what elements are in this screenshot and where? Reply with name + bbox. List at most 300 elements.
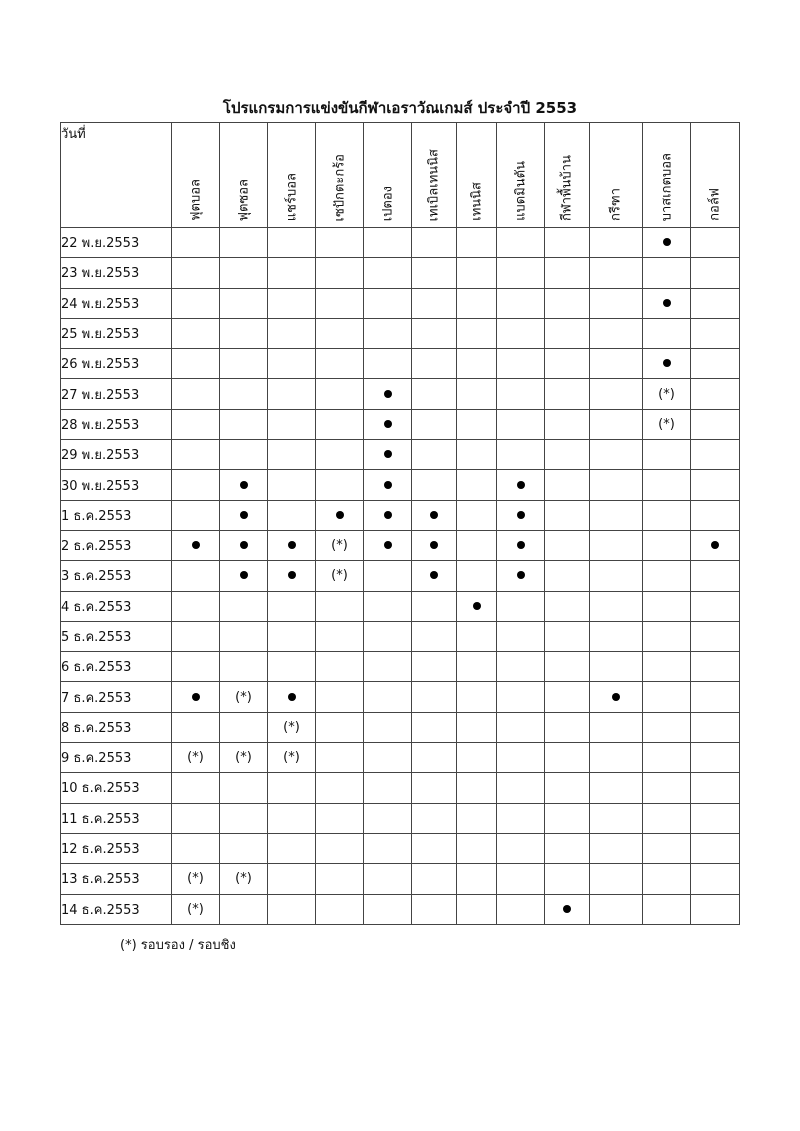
schedule-cell: [316, 561, 364, 591]
schedule-cell: [457, 682, 497, 712]
sport-label: เทเบิลเทนนิส: [426, 148, 442, 221]
table-row: [61, 773, 740, 803]
schedule-cell: [691, 591, 740, 621]
match-dot-icon: [430, 511, 438, 519]
schedule-cell: [497, 833, 545, 863]
schedule-cell: [268, 712, 316, 742]
schedule-cell: [691, 500, 740, 530]
date-cell: 25 พ.ย.2553: [61, 318, 172, 348]
schedule-cell: [316, 318, 364, 348]
schedule-cell: [545, 349, 590, 379]
schedule-cell: [220, 621, 268, 651]
schedule-cell: [316, 228, 364, 258]
date-cell: 4 ธ.ค.2553: [61, 591, 172, 621]
schedule-cell: [545, 500, 590, 530]
final-round-mark: (*): [187, 750, 204, 766]
schedule-cell: [268, 440, 316, 470]
schedule-cell: [364, 500, 412, 530]
final-round-mark: (*): [235, 871, 252, 887]
schedule-cell: [316, 379, 364, 409]
sport-label: เซปักตะกร้อ: [332, 153, 347, 221]
schedule-cell: [172, 712, 220, 742]
schedule-cell: [268, 349, 316, 379]
match-dot-icon: [240, 511, 248, 519]
schedule-cell: [643, 379, 691, 409]
schedule-cell: [364, 621, 412, 651]
schedule-cell: [268, 288, 316, 318]
schedule-cell: [268, 561, 316, 591]
date-cell: 30 พ.ย.2553: [61, 470, 172, 500]
schedule-cell: [691, 682, 740, 712]
schedule-cell: [172, 803, 220, 833]
schedule-cell: [412, 712, 457, 742]
schedule-cell: [457, 803, 497, 833]
schedule-cell: [497, 409, 545, 439]
match-dot-icon: [384, 420, 392, 428]
schedule-cell: [268, 864, 316, 894]
table-row: [61, 530, 740, 560]
schedule-cell: [364, 894, 412, 924]
final-round-mark: (*): [283, 719, 300, 735]
final-round-mark: (*): [187, 901, 204, 917]
schedule-cell: [220, 864, 268, 894]
schedule-cell: [412, 803, 457, 833]
schedule-cell: [590, 864, 643, 894]
schedule-cell: [545, 864, 590, 894]
schedule-cell: [268, 803, 316, 833]
schedule-cell: [497, 288, 545, 318]
schedule-cell: [497, 652, 545, 682]
table-row: [61, 591, 740, 621]
schedule-cell: [172, 743, 220, 773]
schedule-cell: [316, 773, 364, 803]
match-dot-icon: [384, 541, 392, 549]
schedule-cell: [268, 833, 316, 863]
schedule-cell: [172, 228, 220, 258]
match-dot-icon: [192, 541, 200, 549]
schedule-cell: [497, 894, 545, 924]
schedule-cell: [545, 561, 590, 591]
schedule-cell: [316, 652, 364, 682]
schedule-cell: [457, 258, 497, 288]
sport-label: กอล์ฟ: [707, 188, 723, 221]
legend-note: (*) รอบรอง / รอบชิง: [120, 938, 236, 953]
schedule-cell: [691, 530, 740, 560]
schedule-cell: [590, 349, 643, 379]
schedule-cell: [220, 591, 268, 621]
schedule-cell: [268, 258, 316, 288]
schedule-cell: [457, 591, 497, 621]
schedule-cell: [457, 288, 497, 318]
match-dot-icon: [517, 481, 525, 489]
schedule-cell: [590, 743, 643, 773]
sport-label: แบดมินตัน: [513, 161, 528, 221]
schedule-cell: [691, 773, 740, 803]
schedule-cell: [220, 833, 268, 863]
schedule-cell: [220, 440, 268, 470]
schedule-cell: [412, 561, 457, 591]
schedule-cell: [457, 621, 497, 651]
sport-label: ฟุตซอล: [236, 178, 251, 221]
schedule-cell: [268, 621, 316, 651]
schedule-table: [60, 122, 740, 925]
table-row: [61, 258, 740, 288]
schedule-cell: [457, 318, 497, 348]
schedule-cell: [316, 470, 364, 500]
schedule-cell: [590, 652, 643, 682]
schedule-cell: [457, 894, 497, 924]
schedule-cell: [220, 379, 268, 409]
match-dot-icon: [240, 481, 248, 489]
schedule-cell: [220, 803, 268, 833]
schedule-cell: [457, 470, 497, 500]
match-dot-icon: [336, 511, 344, 519]
schedule-cell: [316, 803, 364, 833]
schedule-cell: [545, 470, 590, 500]
schedule-cell: [172, 682, 220, 712]
schedule-cell: [412, 591, 457, 621]
schedule-cell: [172, 894, 220, 924]
schedule-cell: [172, 621, 220, 651]
match-dot-icon: [473, 602, 481, 610]
schedule-cell: [316, 894, 364, 924]
match-dot-icon: [663, 299, 671, 307]
match-dot-icon: [711, 541, 719, 549]
sport-column-header: [412, 123, 457, 228]
schedule-cell: [497, 530, 545, 560]
schedule-cell: [497, 258, 545, 288]
schedule-cell: [364, 773, 412, 803]
schedule-cell: [412, 409, 457, 439]
schedule-cell: [590, 591, 643, 621]
date-cell: 11 ธ.ค.2553: [61, 803, 172, 833]
schedule-cell: [412, 652, 457, 682]
schedule-cell: [412, 258, 457, 288]
match-dot-icon: [384, 450, 392, 458]
date-cell: 7 ธ.ค.2553: [61, 682, 172, 712]
schedule-cell: [316, 682, 364, 712]
schedule-cell: [643, 773, 691, 803]
final-round-mark: (*): [658, 386, 675, 402]
schedule-cell: [412, 743, 457, 773]
schedule-cell: [497, 591, 545, 621]
schedule-cell: [172, 773, 220, 803]
schedule-cell: [691, 743, 740, 773]
schedule-cell: [220, 409, 268, 439]
schedule-cell: [364, 652, 412, 682]
schedule-cell: [545, 530, 590, 560]
schedule-cell: [220, 228, 268, 258]
schedule-cell: [691, 440, 740, 470]
sport-column-header: [545, 123, 590, 228]
table-row: [61, 803, 740, 833]
schedule-cell: [172, 591, 220, 621]
table-row: [61, 712, 740, 742]
schedule-cell: [316, 833, 364, 863]
schedule-cell: [172, 318, 220, 348]
schedule-cell: [590, 894, 643, 924]
schedule-cell: [590, 621, 643, 651]
match-dot-icon: [192, 693, 200, 701]
table-row: [61, 470, 740, 500]
schedule-cell: [643, 712, 691, 742]
schedule-cell: [545, 712, 590, 742]
schedule-cell: [457, 440, 497, 470]
schedule-cell: [364, 561, 412, 591]
schedule-cell: [364, 591, 412, 621]
schedule-cell: [457, 833, 497, 863]
schedule-cell: [364, 318, 412, 348]
match-dot-icon: [663, 359, 671, 367]
schedule-cell: [497, 712, 545, 742]
date-cell: 23 พ.ย.2553: [61, 258, 172, 288]
schedule-cell: [268, 530, 316, 560]
schedule-cell: [412, 500, 457, 530]
schedule-cell: [643, 894, 691, 924]
schedule-cell: [691, 712, 740, 742]
schedule-cell: [172, 349, 220, 379]
table-row: [61, 500, 740, 530]
date-column-header: วันที่: [61, 123, 172, 228]
schedule-cell: [545, 591, 590, 621]
schedule-cell: [172, 379, 220, 409]
schedule-cell: [364, 864, 412, 894]
schedule-cell: [590, 440, 643, 470]
schedule-cell: [268, 228, 316, 258]
date-cell: 12 ธ.ค.2553: [61, 833, 172, 863]
date-cell: 28 พ.ย.2553: [61, 409, 172, 439]
schedule-cell: [691, 833, 740, 863]
match-dot-icon: [430, 541, 438, 549]
sport-label: กรีฑา: [608, 188, 624, 221]
schedule-cell: [691, 894, 740, 924]
table-row: [61, 864, 740, 894]
schedule-cell: [172, 652, 220, 682]
final-round-mark: (*): [235, 750, 252, 766]
schedule-cell: [497, 743, 545, 773]
schedule-cell: [691, 864, 740, 894]
schedule-cell: [412, 228, 457, 258]
schedule-cell: [364, 470, 412, 500]
final-round-mark: (*): [187, 871, 204, 887]
schedule-cell: [545, 440, 590, 470]
sport-label: แชร์บอล: [284, 172, 299, 221]
schedule-cell: [545, 379, 590, 409]
schedule-cell: [220, 349, 268, 379]
schedule-cell: [643, 591, 691, 621]
schedule-cell: [643, 500, 691, 530]
schedule-cell: [590, 288, 643, 318]
schedule-cell: [412, 894, 457, 924]
schedule-cell: [545, 773, 590, 803]
schedule-cell: [545, 894, 590, 924]
schedule-cell: [268, 591, 316, 621]
final-round-mark: (*): [331, 538, 348, 554]
match-dot-icon: [240, 541, 248, 549]
schedule-cell: [220, 773, 268, 803]
schedule-cell: [268, 652, 316, 682]
schedule-cell: [691, 409, 740, 439]
schedule-cell: [172, 258, 220, 288]
table-row: [61, 228, 740, 258]
schedule-cell: [497, 349, 545, 379]
schedule-cell: [643, 409, 691, 439]
schedule-cell: [220, 530, 268, 560]
date-cell: 2 ธ.ค.2553: [61, 530, 172, 560]
schedule-cell: [412, 349, 457, 379]
schedule-cell: [268, 379, 316, 409]
table-row: [61, 833, 740, 863]
schedule-cell: [457, 530, 497, 560]
schedule-cell: [643, 803, 691, 833]
schedule-cell: [497, 864, 545, 894]
schedule-cell: [316, 349, 364, 379]
schedule-cell: [590, 803, 643, 833]
date-cell: 10 ธ.ค.2553: [61, 773, 172, 803]
schedule-cell: [364, 712, 412, 742]
schedule-cell: [316, 591, 364, 621]
schedule-cell: [545, 258, 590, 288]
match-dot-icon: [563, 905, 571, 913]
schedule-cell: [268, 470, 316, 500]
schedule-cell: [268, 743, 316, 773]
schedule-cell: [457, 500, 497, 530]
schedule-cell: [220, 258, 268, 288]
schedule-cell: [412, 864, 457, 894]
date-cell: 6 ธ.ค.2553: [61, 652, 172, 682]
schedule-cell: [497, 318, 545, 348]
table-row: [61, 561, 740, 591]
schedule-cell: [268, 409, 316, 439]
table-row: [61, 318, 740, 348]
schedule-cell: [364, 833, 412, 863]
schedule-cell: [590, 228, 643, 258]
sport-label: เปตอง: [380, 185, 395, 221]
schedule-cell: [412, 621, 457, 651]
schedule-cell: [172, 500, 220, 530]
table-row: [61, 621, 740, 651]
date-cell: 26 พ.ย.2553: [61, 349, 172, 379]
schedule-cell: [457, 743, 497, 773]
schedule-cell: [364, 743, 412, 773]
schedule-cell: [364, 228, 412, 258]
schedule-cell: [172, 833, 220, 863]
schedule-cell: [268, 500, 316, 530]
date-cell: 27 พ.ย.2553: [61, 379, 172, 409]
schedule-cell: [412, 470, 457, 500]
schedule-cell: [590, 318, 643, 348]
schedule-cell: [497, 561, 545, 591]
schedule-cell: [691, 561, 740, 591]
schedule-cell: [412, 440, 457, 470]
page-title: โปรแกรมการแข่งขันกีฬาเอราวัณเกมส์ ประจำปี 2553: [222, 99, 578, 117]
schedule-cell: [545, 288, 590, 318]
sport-column-header: [172, 123, 220, 228]
match-dot-icon: [663, 238, 671, 246]
match-dot-icon: [384, 511, 392, 519]
schedule-cell: [691, 288, 740, 318]
schedule-cell: [643, 228, 691, 258]
schedule-cell: [643, 258, 691, 288]
schedule-cell: [457, 712, 497, 742]
schedule-cell: [691, 318, 740, 348]
match-dot-icon: [288, 571, 296, 579]
match-dot-icon: [430, 571, 438, 579]
schedule-cell: [172, 530, 220, 560]
schedule-cell: [172, 440, 220, 470]
schedule-cell: [316, 409, 364, 439]
schedule-cell: [316, 500, 364, 530]
schedule-cell: [316, 743, 364, 773]
table-row: [61, 894, 740, 924]
schedule-cell: [316, 530, 364, 560]
schedule-cell: [643, 682, 691, 712]
schedule-cell: [457, 864, 497, 894]
schedule-cell: [643, 288, 691, 318]
date-cell: 3 ธ.ค.2553: [61, 561, 172, 591]
schedule-cell: [316, 621, 364, 651]
match-dot-icon: [384, 481, 392, 489]
schedule-cell: [220, 500, 268, 530]
date-cell: 24 พ.ย.2553: [61, 288, 172, 318]
schedule-cell: [643, 743, 691, 773]
schedule-cell: [268, 773, 316, 803]
schedule-cell: [457, 409, 497, 439]
schedule-cell: [497, 682, 545, 712]
sport-column-header: [220, 123, 268, 228]
sport-column-header: [497, 123, 545, 228]
schedule-cell: [691, 379, 740, 409]
schedule-cell: [497, 470, 545, 500]
schedule-cell: [590, 379, 643, 409]
date-cell: 9 ธ.ค.2553: [61, 743, 172, 773]
table-row: [61, 288, 740, 318]
schedule-cell: [412, 773, 457, 803]
schedule-cell: [643, 833, 691, 863]
schedule-cell: [590, 561, 643, 591]
schedule-cell: [220, 318, 268, 348]
schedule-cell: [691, 803, 740, 833]
schedule-cell: [643, 561, 691, 591]
schedule-cell: [172, 470, 220, 500]
schedule-cell: [412, 288, 457, 318]
schedule-cell: [590, 530, 643, 560]
sport-column-header: [364, 123, 412, 228]
schedule-cell: [691, 470, 740, 500]
schedule-cell: [691, 228, 740, 258]
schedule-cell: [691, 349, 740, 379]
schedule-cell: [457, 228, 497, 258]
match-dot-icon: [240, 571, 248, 579]
schedule-cell: [364, 349, 412, 379]
schedule-cell: [364, 530, 412, 560]
schedule-cell: [457, 652, 497, 682]
schedule-cell: [643, 440, 691, 470]
schedule-cell: [364, 379, 412, 409]
match-dot-icon: [288, 693, 296, 701]
schedule-cell: [457, 773, 497, 803]
schedule-cell: [545, 228, 590, 258]
date-cell: 8 ธ.ค.2553: [61, 712, 172, 742]
schedule-cell: [497, 621, 545, 651]
schedule-cell: [545, 743, 590, 773]
sport-column-header: [457, 123, 497, 228]
sport-label: บาสเกตบอล: [659, 152, 674, 221]
schedule-cell: [364, 682, 412, 712]
schedule-cell: [172, 561, 220, 591]
schedule-cell: [497, 228, 545, 258]
schedule-cell: [643, 349, 691, 379]
